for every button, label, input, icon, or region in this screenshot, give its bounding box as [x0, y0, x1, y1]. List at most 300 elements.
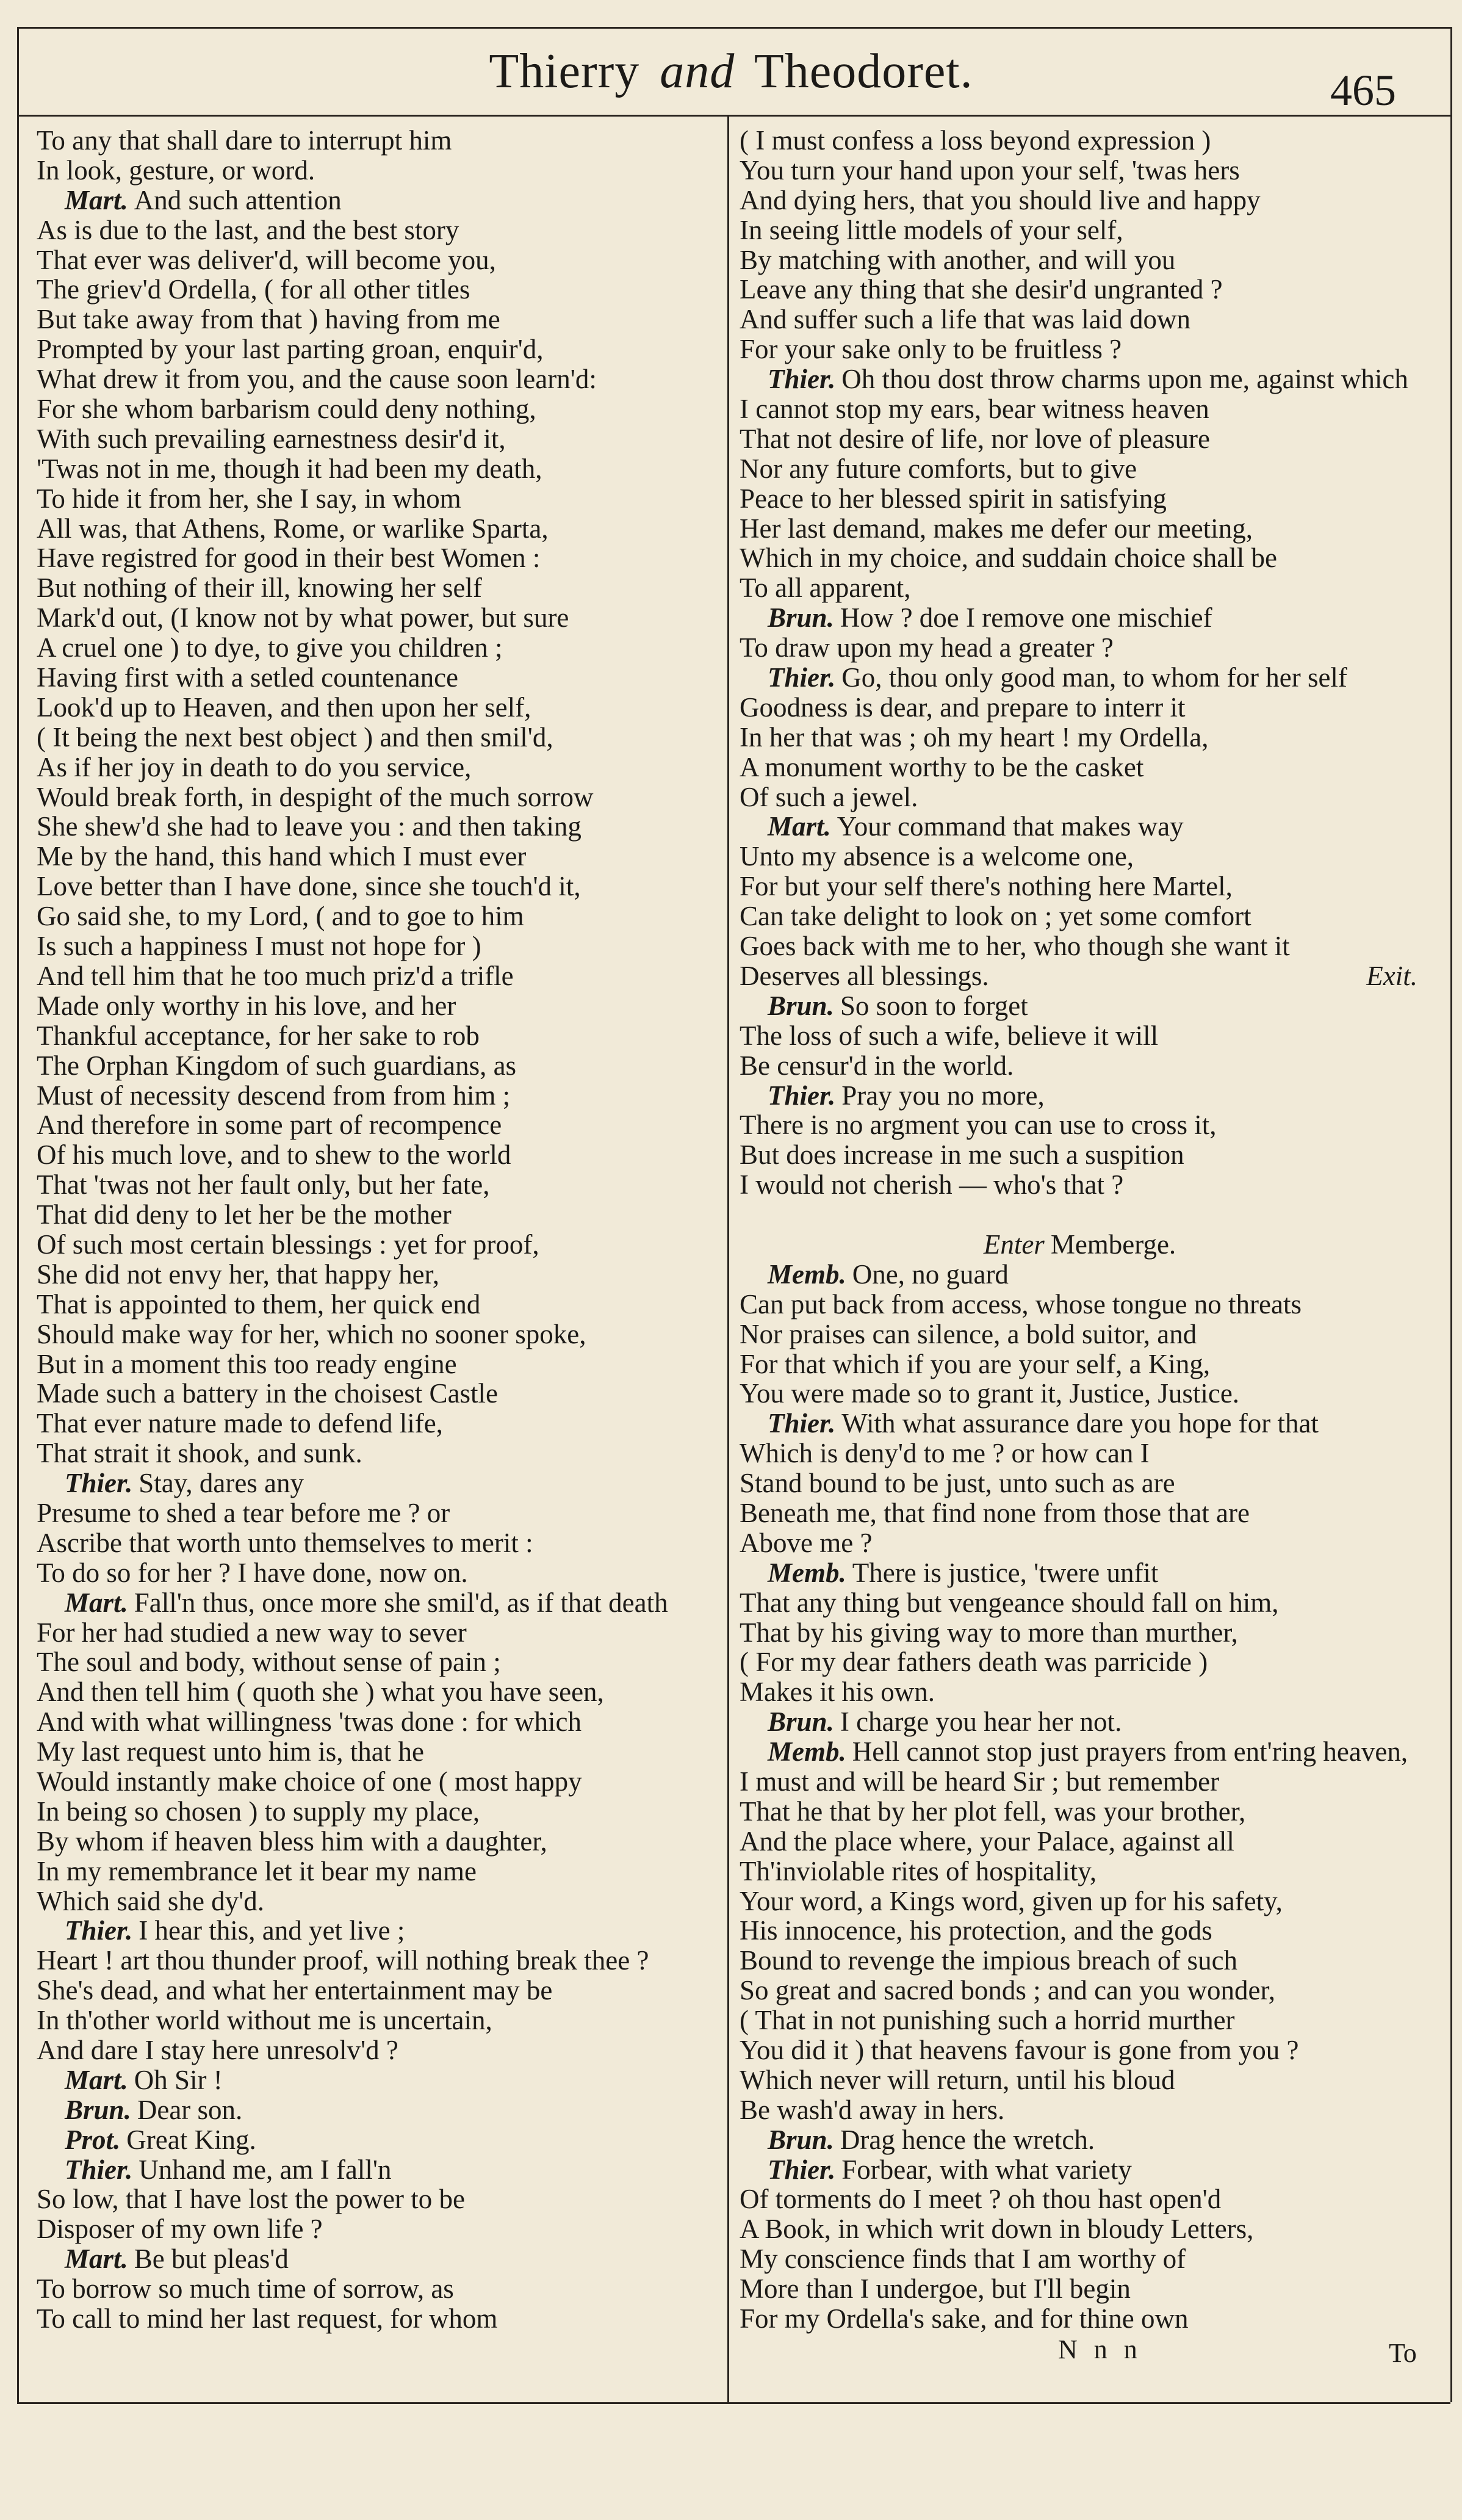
text-line [37, 1558, 717, 1588]
text-line [37, 782, 717, 812]
verse-text: Can put back from access, whose tongue no threats [740, 1288, 1302, 1320]
verse-text: But in a moment this too ready engine [37, 1348, 457, 1379]
text-line [37, 1707, 717, 1737]
verse-text: Made such a battery in the choisest Castle [37, 1378, 499, 1409]
verse-text: My conscience finds that I am worthy of [740, 2244, 1186, 2275]
verse-text: The griev'd Ordella, ( for all other titles [37, 274, 470, 305]
text-line [37, 454, 717, 484]
verse-text: Makes it his own. [740, 1677, 935, 1708]
verse-text: Goes back with me to her, who though she want it [740, 931, 1290, 962]
verse-text: As if her joy in death to do you service, [37, 751, 472, 782]
text-line [740, 842, 1420, 872]
text-line [740, 1290, 1420, 1320]
speaker-name: Thier. [65, 1915, 133, 1946]
speaker-name: Mart. [65, 2064, 128, 2095]
text-line [740, 1110, 1420, 1140]
text-line [740, 931, 1420, 961]
verse-text: Thankful acceptance, for her sake to rob [37, 1020, 480, 1051]
verse-text: The soul and body, without sense of pain ; [37, 1647, 501, 1678]
verse-text: Th'inviolable rites of hospitality, [740, 1855, 1097, 1886]
running-title [0, 38, 1462, 105]
title-part-and: and [660, 45, 735, 98]
text-line [740, 1737, 1420, 1767]
text-line [37, 1618, 717, 1648]
verse-text: Prompted by your last parting groan, enquir'd, [37, 334, 544, 365]
text-line [37, 1498, 717, 1528]
verse-text: Heart ! art thou thunder proof, will nothing break thee ? [37, 1945, 649, 1976]
text-line [740, 573, 1420, 603]
verse-text: Have registred for good in their best Women : [37, 543, 541, 574]
text-line [740, 1886, 1420, 1916]
verse-text: Hell cannot stop just prayers from ent'ring heaven, [852, 1736, 1408, 1767]
verse-text: Oh thou dost throw charms upon me, against which [841, 364, 1408, 395]
verse-text: But take away from that ) having from me [37, 304, 500, 335]
verse-text: More than I undergoe, but I'll begin [740, 2273, 1131, 2305]
verse-text: That he that by her plot fell, was your brother, [740, 1796, 1246, 1827]
text-line [740, 364, 1420, 394]
verse-text: ( I must confess a loss beyond expression ) [740, 125, 1211, 156]
verse-text: There is justice, 'twere unfit [852, 1557, 1159, 1588]
verse-text: Of such most certain blessings : yet for proof, [37, 1229, 539, 1260]
text-line [37, 1260, 717, 1290]
text-line [740, 2155, 1420, 2185]
text-line [740, 1320, 1420, 1349]
verse-text: So great and sacred bonds ; and can you wonder, [740, 1975, 1275, 2006]
text-line [37, 364, 717, 394]
verse-text: To all apparent, [740, 572, 911, 604]
verse-text: ( It being the next best object ) and then smil'd, [37, 721, 553, 753]
text-line [37, 1230, 717, 1260]
text-line [740, 1200, 1420, 1230]
speaker-name: Brun. [768, 2124, 834, 2155]
verse-text: Be but pleas'd [134, 2244, 289, 2275]
verse-text: You did it ) that heavens favour is gone from you ? [740, 2035, 1299, 2065]
text-line [740, 2125, 1420, 2155]
text-line [740, 1349, 1420, 1379]
verse-text: That any thing but vengeance should fall on him, [740, 1587, 1279, 1618]
verse-text: So soon to forget [840, 990, 1028, 1021]
verse-text: By matching with another, and will you [740, 244, 1176, 275]
text-line [37, 1110, 717, 1140]
text-line [37, 1290, 717, 1320]
verse-text: ( That in not punishing such a horrid murther [740, 2005, 1235, 2036]
text-line [740, 2304, 1420, 2334]
text-line [37, 2155, 717, 2185]
verse-text: Made only worthy in his love, and her [37, 990, 456, 1021]
verse-text: That by his giving way to more than murther, [740, 1617, 1238, 1648]
verse-text: Unhand me, am I fall'n [139, 2154, 392, 2185]
text-line [37, 1737, 717, 1767]
text-line [740, 753, 1420, 782]
text-line [740, 514, 1420, 544]
text-line [37, 1081, 717, 1111]
text-line [37, 723, 717, 753]
speaker-name: Mart. [65, 184, 128, 215]
text-line [740, 1528, 1420, 1558]
text-line [37, 2274, 717, 2304]
verse-text: My last request unto him is, that he [37, 1736, 424, 1767]
verse-text: And therefore in some part of recompence [37, 1110, 502, 1141]
text-line [740, 2214, 1420, 2244]
text-line [740, 2274, 1420, 2304]
text-line [740, 245, 1420, 275]
text-line [740, 603, 1420, 633]
text-line [37, 633, 717, 663]
text-line [37, 991, 717, 1021]
verse-text: And the place where, your Palace, against all [740, 1825, 1234, 1857]
text-line [740, 424, 1420, 454]
text-line [37, 693, 717, 723]
verse-text: Would instantly make choice of one ( most happy [37, 1766, 582, 1797]
text-line [37, 1320, 717, 1349]
verse-text: I would not cherish — who's that ? [740, 1169, 1124, 1200]
text-line [740, 1797, 1420, 1827]
speaker-name: Thier. [65, 1468, 133, 1499]
text-line [740, 961, 1420, 991]
verse-text: All was, that Athens, Rome, or warlike Sparta, [37, 513, 549, 544]
verse-text: Nor any future comforts, but to give [740, 453, 1137, 484]
verse-text: You turn your hand upon your self, 'twas hers [740, 154, 1240, 186]
text-line [740, 2095, 1420, 2125]
text-line [37, 305, 717, 334]
verse-text: Stand bound to be just, unto such as are [740, 1468, 1175, 1499]
verse-text: Fall'n thus, once more she smil'd, as if that death [134, 1587, 668, 1618]
verse-text: But nothing of their ill, knowing her self [37, 572, 482, 604]
verse-text: I cannot stop my ears, bear witness heaven [740, 394, 1209, 425]
text-line [37, 753, 717, 782]
verse-text: In her that was ; oh my heart ! my Ordella, [740, 721, 1209, 753]
verse-text: Is such a happiness I must not hope for ) [37, 931, 481, 962]
verse-text: Dear son. [137, 2094, 243, 2125]
text-line [37, 2304, 717, 2334]
text-line [37, 1170, 717, 1200]
verse-text: A cruel one ) to dye, to give you children ; [37, 632, 503, 663]
verse-text: Oh Sir ! [134, 2064, 223, 2095]
text-line [740, 663, 1420, 693]
speaker-name: Thier. [768, 364, 836, 395]
verse-text: What drew it from you, and the cause soon learn'd: [37, 364, 597, 395]
text-line [37, 1140, 717, 1170]
text-line [37, 156, 717, 186]
verse-text: The Orphan Kingdom of such guardians, as [37, 1050, 517, 1081]
text-line [740, 484, 1420, 514]
text-line [740, 1260, 1420, 1290]
verse-text: Would break forth, in despight of the much sorrow [37, 781, 594, 812]
text-line [740, 334, 1420, 364]
text-line [740, 1647, 1420, 1677]
title-part-theodoret: Theodoret. [754, 45, 973, 98]
text-line [37, 1827, 717, 1857]
verse-text: Pray you no more, [841, 1080, 1045, 1111]
text-line [37, 2095, 717, 2125]
verse-text: Memberge. [1050, 1229, 1176, 1260]
verse-text: Must of necessity descend from from him ; [37, 1080, 511, 1111]
verse-text: Be censur'd in the world. [740, 1050, 1014, 1081]
text-line [37, 2214, 717, 2244]
verse-text: To call to mind her last request, for whom [37, 2303, 498, 2334]
verse-text: For but your self there's nothing here Martel, [740, 871, 1233, 902]
verse-text: For your sake only to be fruitless ? [740, 334, 1122, 365]
verse-text: Your word, a Kings word, given up for his safety, [740, 1885, 1283, 1916]
text-line [37, 394, 717, 424]
text-line [37, 603, 717, 633]
verse-text: Leave any thing that she desir'd ungranted ? [740, 274, 1223, 305]
verse-text: And dying hers, that you should live and happy [740, 184, 1261, 215]
verse-text: For that which if you are your self, a King, [740, 1348, 1211, 1379]
speaker-name: Memb. [768, 1258, 846, 1290]
verse-text: By whom if heaven bless him with a daughter, [37, 1825, 547, 1857]
text-line [37, 514, 717, 544]
text-line [37, 1200, 717, 1230]
speaker-name: Brun. [65, 2094, 131, 2125]
signature-mark: N n n [1058, 2334, 1142, 2364]
verse-text: And then tell him ( quoth she ) what you have seen, [37, 1677, 604, 1708]
text-line [740, 1468, 1420, 1498]
text-line [37, 2035, 717, 2065]
verse-text: How ? doe I remove one mischief [840, 602, 1212, 634]
stage-direction-enter: Enter [983, 1229, 1045, 1260]
verse-text: And tell him that he too much priz'd a trifle [37, 960, 514, 991]
verse-text: To hide it from her, she I say, in whom [37, 483, 461, 514]
text-line [37, 1439, 717, 1468]
text-line [740, 1140, 1420, 1170]
speaker-name: Thier. [768, 2154, 836, 2185]
text-line [37, 1677, 717, 1707]
speaker-name: Prot. [65, 2124, 121, 2155]
verse-text: That ever nature made to defend life, [37, 1408, 443, 1439]
text-line [37, 1797, 717, 1827]
verse-text: As is due to the last, and the best story [37, 214, 459, 245]
speaker-name: Memb. [768, 1736, 846, 1767]
verse-text: In look, gesture, or word. [37, 154, 315, 186]
verse-text: And suffer such a life that was laid down [740, 304, 1190, 335]
text-line [37, 424, 717, 454]
text-line [37, 901, 717, 931]
text-line [37, 543, 717, 573]
text-line [37, 1647, 717, 1677]
text-line [37, 872, 717, 901]
verse-text: A monument worthy to be the casket [740, 751, 1144, 782]
verse-text: With such prevailing earnestness desir'd it, [37, 423, 506, 454]
text-line [740, 901, 1420, 931]
text-line [37, 2184, 717, 2214]
speaker-name: Mart. [65, 2244, 128, 2275]
text-line [740, 454, 1420, 484]
verse-text: I hear this, and yet live ; [139, 1915, 405, 1946]
text-line [740, 1081, 1420, 1111]
text-line [740, 1558, 1420, 1588]
verse-text: That not desire of life, nor love of pleasure [740, 423, 1210, 454]
text-line [37, 186, 717, 215]
verse-text: That 'twas not her fault only, but her fate, [37, 1169, 490, 1200]
text-line [37, 1021, 717, 1051]
speaker-name: Mart. [65, 1587, 128, 1618]
verse-text: Having first with a setled countenance [37, 662, 459, 693]
verse-text: That ever was deliver'd, will become you, [37, 244, 496, 275]
text-line [37, 245, 717, 275]
verse-text: Unto my absence is a welcome one, [740, 841, 1134, 872]
text-line [740, 2065, 1420, 2095]
text-line [740, 305, 1420, 334]
verse-text: For my Ordella's sake, and for thine own [740, 2303, 1189, 2334]
text-line [37, 663, 717, 693]
text-line [37, 484, 717, 514]
verse-text: Your command that makes way [837, 811, 1184, 842]
page-number: 465 [1330, 66, 1396, 115]
verse-text: Of such a jewel. [740, 781, 918, 812]
text-line [740, 2035, 1420, 2065]
verse-text: And with what willingness 'twas done : for which [37, 1706, 582, 1738]
text-line [740, 1051, 1420, 1081]
text-line [37, 2125, 717, 2155]
text-line [37, 842, 717, 872]
verse-text: For she whom barbarism could deny nothing, [37, 394, 536, 425]
verse-text: Which said she dy'd. [37, 1885, 265, 1916]
text-line [37, 1857, 717, 1886]
verse-text: She did not envy her, that happy her, [37, 1258, 439, 1290]
text-line [740, 1677, 1420, 1707]
speaker-name: Brun. [768, 602, 834, 634]
speaker-name: Thier. [768, 1408, 836, 1439]
text-line [37, 1976, 717, 2006]
text-line [740, 812, 1420, 842]
verse-text: Which in my choice, and suddain choice shall be [740, 543, 1277, 574]
verse-text: Peace to her blessed spirit in satisfying [740, 483, 1167, 514]
verse-text: To do so for her ? I have done, now on. [37, 1557, 468, 1588]
verse-text: Above me ? [740, 1527, 873, 1558]
verse-text: Ascribe that worth unto themselves to merit : [37, 1527, 533, 1558]
text-line [37, 931, 717, 961]
verse-text: Look'd up to Heaven, and then upon her self, [37, 691, 531, 723]
text-line [37, 1528, 717, 1558]
verse-text: Disposer of my own life ? [37, 2214, 323, 2245]
verse-text: You were made so to grant it, Justice, Justice. [740, 1378, 1240, 1409]
verse-text: Which never will return, until his bloud [740, 2064, 1175, 2095]
verse-text: Nor praises can silence, a bold suitor, and [740, 1318, 1197, 1349]
text-line [740, 215, 1420, 245]
text-line [37, 1886, 717, 1916]
text-line [740, 1379, 1420, 1409]
text-line [740, 126, 1420, 156]
speaker-name: Thier. [65, 2154, 133, 2185]
right-text-column [740, 126, 1420, 2334]
speaker-name: Mart. [768, 811, 831, 842]
text-line [740, 1618, 1420, 1648]
verse-text: In my remembrance let it bear my name [37, 1855, 477, 1886]
text-line [740, 1857, 1420, 1886]
verse-text: 'Twas not in me, though it had been my death, [37, 453, 542, 484]
text-line [740, 991, 1420, 1021]
text-line [37, 215, 717, 245]
catchword: To [1389, 2338, 1417, 2368]
verse-text: In seeing little models of your self, [740, 214, 1123, 245]
verse-text: But does increase in me such a suspition [740, 1139, 1184, 1171]
text-line [37, 1916, 717, 1946]
text-line [740, 1707, 1420, 1737]
text-line [740, 1409, 1420, 1439]
verse-text: Which is deny'd to me ? or how can I [740, 1438, 1150, 1469]
verse-text: ( For my dear fathers death was parricide ) [740, 1647, 1208, 1678]
verse-text: A Book, in which writ down in bloudy Letters, [740, 2214, 1254, 2245]
verse-text: Mark'd out, (I know not by what power, but sure [37, 602, 569, 634]
verse-text: Drag hence the wretch. [840, 2124, 1095, 2155]
text-line [740, 693, 1420, 723]
text-line [740, 1976, 1420, 2006]
text-line [740, 782, 1420, 812]
text-line [37, 2065, 717, 2095]
verse-text: That did deny to let her be the mother [37, 1199, 452, 1230]
verse-text: Should make way for her, which no sooner spoke, [37, 1318, 586, 1349]
text-line [37, 812, 717, 842]
verse-text: The loss of such a wife, believe it will [740, 1020, 1159, 1051]
verse-text: For her had studied a new way to sever [37, 1617, 467, 1648]
text-line [740, 2184, 1420, 2214]
verse-text: One, no guard [852, 1258, 1009, 1290]
text-line [37, 1379, 717, 1409]
text-line [37, 1588, 717, 1618]
text-line [37, 1946, 717, 1976]
text-line [740, 543, 1420, 573]
text-line [740, 186, 1420, 215]
verse-text: I charge you hear her not. [840, 1706, 1122, 1738]
text-line [740, 1588, 1420, 1618]
verse-text: Beneath me, that find none from those that are [740, 1497, 1250, 1528]
verse-text: To draw upon my head a greater ? [740, 632, 1114, 663]
verse-text: Deserves all blessings. [740, 960, 989, 991]
text-line [740, 1498, 1420, 1528]
verse-text: That strait it shook, and sunk. [37, 1438, 362, 1469]
verse-text: In th'other world without me is uncertain, [37, 2005, 492, 2036]
text-line [740, 275, 1420, 305]
verse-text: Go said she, to my Lord, ( and to goe to him [37, 901, 524, 932]
text-line [37, 961, 717, 991]
speaker-name: Brun. [768, 1706, 834, 1738]
verse-text: She's dead, and what her entertainment may be [37, 1975, 553, 2006]
verse-text: Of torments do I meet ? oh thou hast open'd [740, 2184, 1222, 2215]
text-line [740, 723, 1420, 753]
text-line [37, 126, 717, 156]
text-line [37, 1767, 717, 1797]
verse-text: Love better than I have done, since she touch'd it, [37, 871, 581, 902]
text-line [740, 872, 1420, 901]
bottom-rule [17, 2402, 1450, 2404]
verse-text: Forbear, with what variety [841, 2154, 1132, 2185]
verse-text: Her last demand, makes me defer our meeting, [740, 513, 1253, 544]
verse-text: And dare I stay here unresolv'd ? [37, 2035, 398, 2065]
text-line [37, 1051, 717, 1081]
text-line [37, 573, 717, 603]
speaker-name: Brun. [768, 990, 834, 1021]
verse-text: Presume to shed a tear before me ? or [37, 1497, 450, 1528]
verse-text: Can take delight to look on ; yet some comfort [740, 901, 1251, 932]
text-line [740, 1170, 1420, 1200]
text-line [37, 1468, 717, 1498]
title-part-thierry: Thierry [489, 45, 640, 98]
text-line [740, 1767, 1420, 1797]
text-line [740, 1230, 1420, 1260]
speaker-name: Memb. [768, 1557, 846, 1588]
verse-text: So low, that I have lost the power to be [37, 2184, 465, 2215]
verse-text: To any that shall dare to interrupt him [37, 125, 452, 156]
text-line [740, 1916, 1420, 1946]
text-line [37, 1349, 717, 1379]
verse-text: Go, thou only good man, to whom for her self [841, 662, 1347, 693]
text-line [740, 1827, 1420, 1857]
verse-text: With what assurance dare you hope for that [841, 1408, 1319, 1439]
text-line [37, 2244, 717, 2274]
text-line [37, 1409, 717, 1439]
header-rule [17, 115, 1450, 117]
